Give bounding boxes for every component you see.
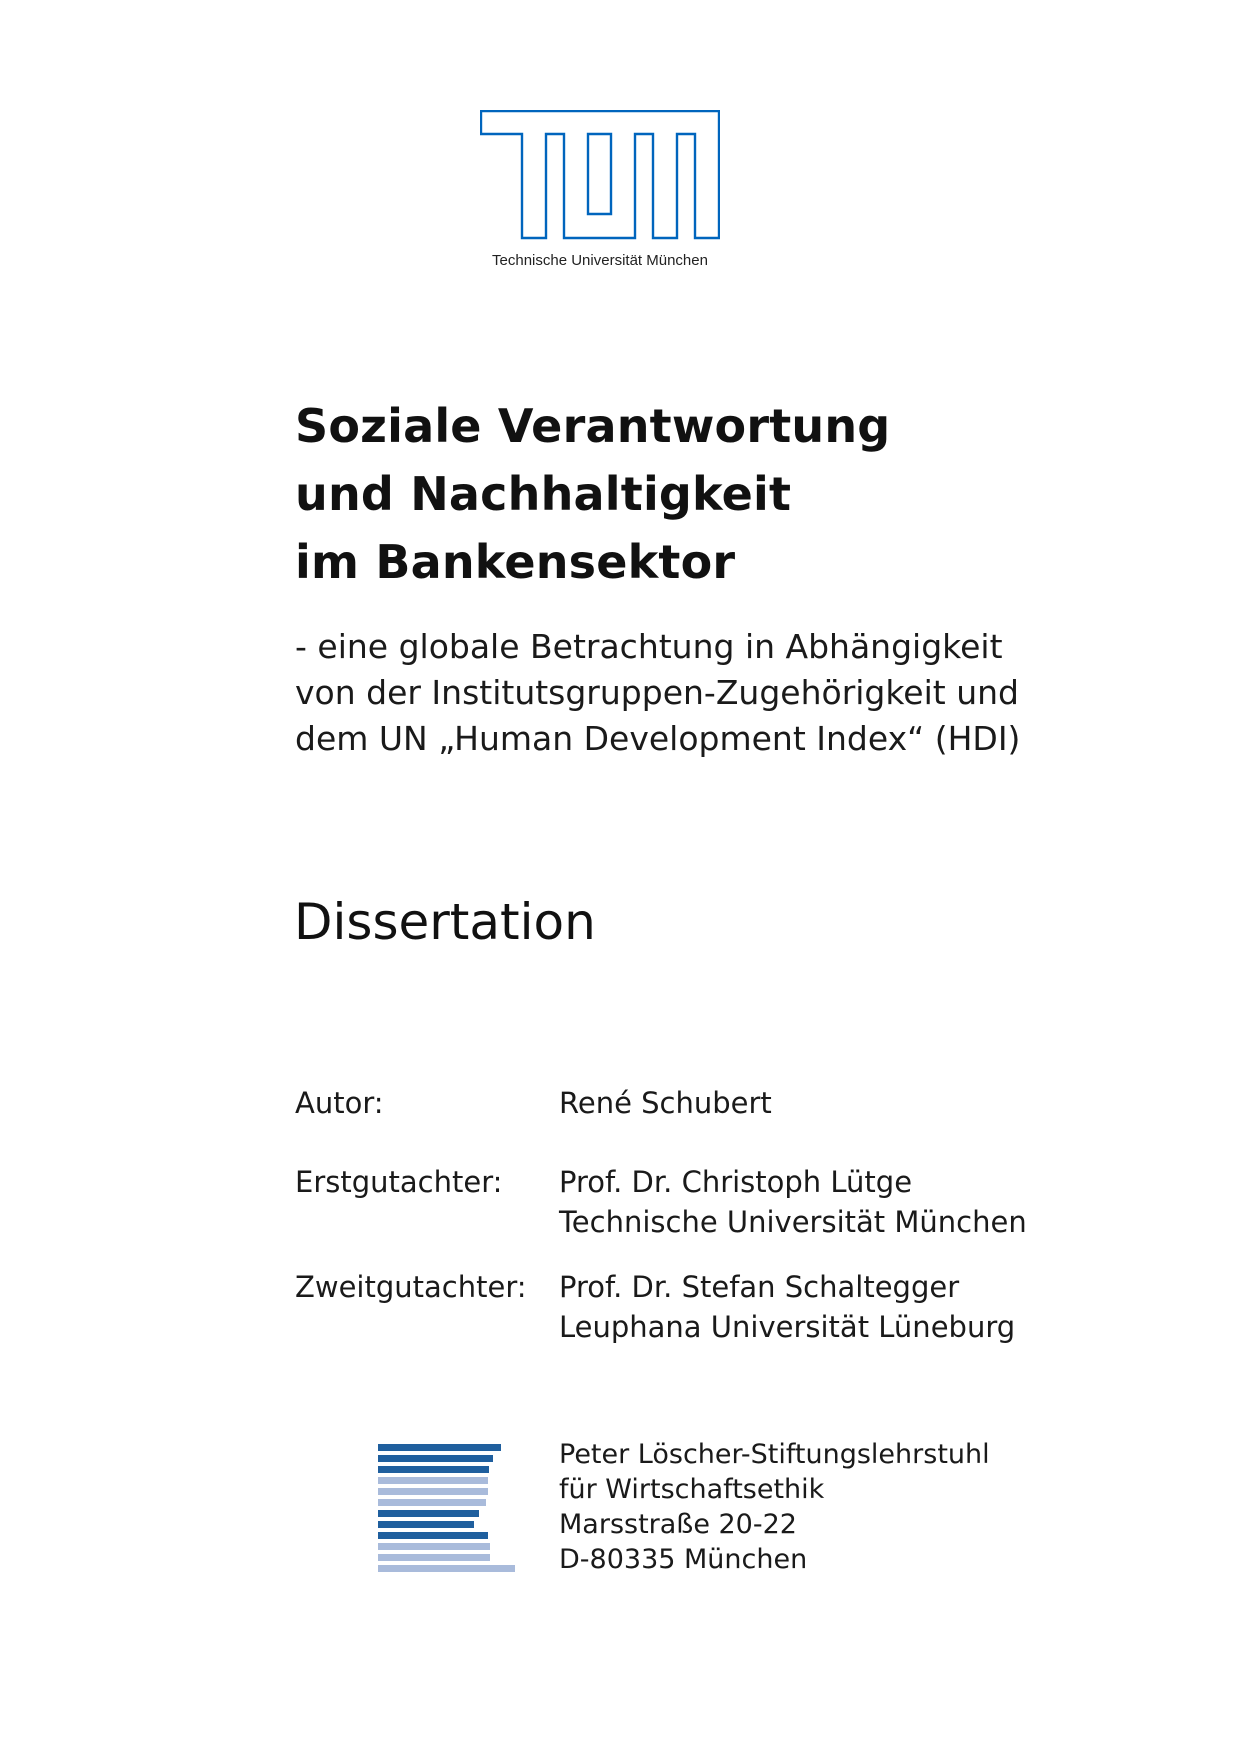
tum-logo-caption: Technische Universität München	[492, 252, 708, 269]
author-label: Autor:	[295, 1086, 384, 1120]
title-line: und Nachhaltigkeit	[295, 467, 792, 521]
first-reviewer-label: Erstgutachter:	[295, 1165, 503, 1199]
chair-logo	[378, 1444, 518, 1578]
second-reviewer-label: Zweitgutachter:	[295, 1270, 527, 1304]
first-reviewer-institution: Technische Universität München	[559, 1205, 1027, 1239]
subtitle-line: dem UN „Human Development Index“ (HDI)	[295, 719, 1021, 758]
subtitle-line: von der Institutsgruppen-Zugehörigkeit und	[295, 673, 1019, 712]
second-reviewer-name: Prof. Dr. Stefan Schaltegger	[559, 1270, 960, 1304]
author-name: René Schubert	[559, 1086, 772, 1120]
chair-line: für Wirtschaftsethik	[559, 1474, 825, 1505]
tum-logo	[480, 110, 720, 240]
chair-address	[559, 1437, 990, 1577]
subtitle-line: - eine globale Betrachtung in Abhängigkeit	[295, 627, 1003, 666]
subtitle	[295, 624, 1020, 762]
first-reviewer-name: Prof. Dr. Christoph Lütge	[559, 1165, 913, 1199]
second-reviewer-institution: Leuphana Universität Lüneburg	[559, 1310, 1016, 1344]
page-title	[295, 392, 890, 596]
chair-line: Peter Löscher-Stiftungslehrstuhl	[559, 1439, 990, 1470]
title-line: im Bankensektor	[295, 535, 736, 589]
document-type: Dissertation	[294, 893, 596, 951]
title-line: Soziale Verantwortung	[295, 399, 891, 453]
chair-line: D-80335 München	[559, 1544, 808, 1575]
chair-line: Marsstraße 20-22	[559, 1509, 797, 1540]
